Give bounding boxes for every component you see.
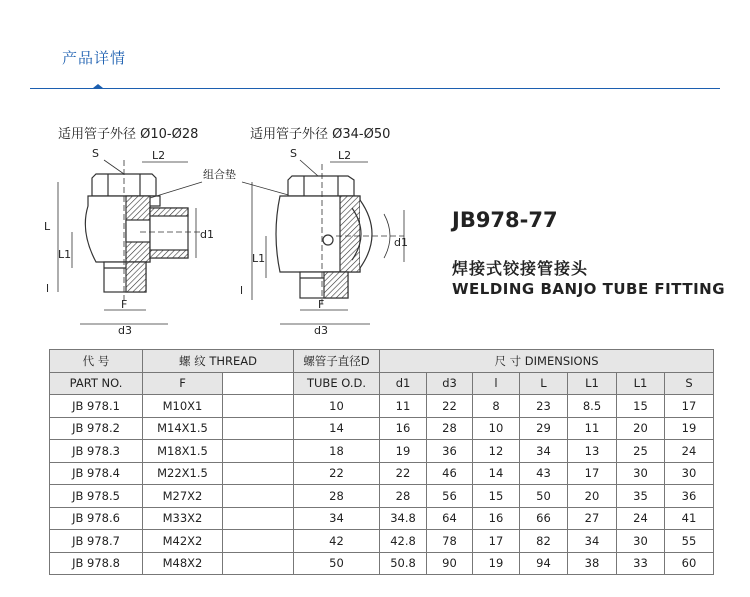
cell-part: JB 978.7 (50, 530, 143, 553)
cell-blank (223, 485, 294, 508)
dim-L2-right: L2 (338, 149, 352, 162)
cell-thread: M27X2 (143, 485, 223, 508)
cell-L1b: 20 (617, 417, 665, 440)
header-d1: d1 (380, 372, 427, 395)
cell-thread: M18X1.5 (143, 440, 223, 463)
cell-thread: M42X2 (143, 530, 223, 553)
table-row (50, 485, 714, 508)
header-d3: d3 (427, 372, 473, 395)
cell-d1: 22 (380, 462, 427, 485)
page-section-title: 产品详情 (62, 49, 127, 67)
table-row (50, 395, 714, 418)
product-name-cn: 焊接式铰接管接头 (452, 259, 589, 278)
table-header-row (50, 350, 714, 373)
cell-L1b: 33 (617, 552, 665, 575)
dim-F-left: F (121, 298, 128, 311)
cell-l: 15 (473, 485, 520, 508)
header-tube-en: TUBE O.D. (294, 372, 380, 395)
table-row (50, 462, 714, 485)
cell-L: 94 (520, 552, 568, 575)
cell-S: 41 (665, 507, 714, 530)
table-row (50, 530, 714, 553)
cell-tube: 14 (294, 417, 380, 440)
cell-L1a: 8.5 (568, 395, 617, 418)
dim-l-right: l (240, 284, 244, 297)
cell-thread: M48X2 (143, 552, 223, 575)
dim-L1-right: L1 (252, 252, 266, 265)
left-caption: 适用管子外径 Ø10-Ø28 (58, 127, 199, 142)
cell-tube: 34 (294, 507, 380, 530)
cell-d1: 34.8 (380, 507, 427, 530)
cell-thread: M22X1.5 (143, 462, 223, 485)
cell-d3: 90 (427, 552, 473, 575)
header-part-en: PART NO. (50, 372, 143, 395)
cell-tube: 50 (294, 552, 380, 575)
header-L1: L1 (568, 372, 617, 395)
cell-L: 23 (520, 395, 568, 418)
cell-L1a: 17 (568, 462, 617, 485)
cell-S: 60 (665, 552, 714, 575)
spec-table (49, 349, 714, 575)
cell-L: 43 (520, 462, 568, 485)
header-L1b: L1 (617, 372, 665, 395)
gasket-label: 组合垫 (203, 168, 236, 181)
dim-l-left: l (46, 282, 50, 295)
cell-L1a: 38 (568, 552, 617, 575)
cell-d1: 28 (380, 485, 427, 508)
cell-part: JB 978.6 (50, 507, 143, 530)
cell-blank (223, 440, 294, 463)
dim-L1-left: L1 (58, 248, 72, 261)
cell-L: 82 (520, 530, 568, 553)
right-fitting-drawing (240, 127, 408, 337)
cell-l: 10 (473, 417, 520, 440)
cell-d1: 50.8 (380, 552, 427, 575)
cell-L: 34 (520, 440, 568, 463)
cell-L1a: 13 (568, 440, 617, 463)
cell-d3: 22 (427, 395, 473, 418)
cell-l: 19 (473, 552, 520, 575)
cell-thread: M33X2 (143, 507, 223, 530)
left-fitting-drawing (44, 127, 214, 337)
cell-part: JB 978.1 (50, 395, 143, 418)
cell-S: 30 (665, 462, 714, 485)
header-dimensions: 尺 寸 DIMENSIONS (380, 350, 714, 373)
cell-blank (223, 507, 294, 530)
cell-d1: 42.8 (380, 530, 427, 553)
right-caption: 适用管子外径 Ø34-Ø50 (250, 127, 391, 142)
dim-S-right: S (290, 147, 297, 160)
cell-L1a: 27 (568, 507, 617, 530)
cell-S: 19 (665, 417, 714, 440)
cell-tube: 18 (294, 440, 380, 463)
cell-L1b: 25 (617, 440, 665, 463)
cell-L1a: 20 (568, 485, 617, 508)
dim-d1-left: d1 (200, 228, 214, 241)
cell-l: 8 (473, 395, 520, 418)
cell-l: 16 (473, 507, 520, 530)
dim-L2-left: L2 (152, 149, 166, 162)
cell-d3: 46 (427, 462, 473, 485)
product-code: JB978-77 (452, 208, 558, 232)
table-row (50, 507, 714, 530)
cell-blank (223, 530, 294, 553)
cell-blank (223, 417, 294, 440)
cell-l: 14 (473, 462, 520, 485)
cell-tube: 10 (294, 395, 380, 418)
header-blank (223, 372, 294, 395)
cell-d3: 36 (427, 440, 473, 463)
header-thread: 螺 纹 THREAD (143, 350, 294, 373)
header-part-cn: 代 号 (50, 350, 143, 373)
cell-S: 55 (665, 530, 714, 553)
cell-d3: 28 (427, 417, 473, 440)
cell-thread: M14X1.5 (143, 417, 223, 440)
cell-tube: 22 (294, 462, 380, 485)
cell-L: 66 (520, 507, 568, 530)
cell-L1b: 30 (617, 462, 665, 485)
cell-L1a: 34 (568, 530, 617, 553)
cell-L1a: 11 (568, 417, 617, 440)
cell-S: 24 (665, 440, 714, 463)
header-S: S (665, 372, 714, 395)
table-row (50, 417, 714, 440)
cell-part: JB 978.5 (50, 485, 143, 508)
header-L: L (520, 372, 568, 395)
dim-d3-right: d3 (314, 324, 328, 337)
cell-tube: 42 (294, 530, 380, 553)
product-name-en: WELDING BANJO TUBE FITTING (452, 280, 726, 298)
cell-d1: 16 (380, 417, 427, 440)
cell-S: 17 (665, 395, 714, 418)
cell-d3: 64 (427, 507, 473, 530)
cell-d1: 19 (380, 440, 427, 463)
cell-l: 12 (473, 440, 520, 463)
dim-S-left: S (92, 147, 99, 160)
cell-blank (223, 462, 294, 485)
cell-l: 17 (473, 530, 520, 553)
header-l: l (473, 372, 520, 395)
table-row (50, 440, 714, 463)
dim-L-left: L (44, 220, 51, 233)
dim-d3-left: d3 (118, 324, 132, 337)
cell-part: JB 978.2 (50, 417, 143, 440)
table-subheader-row (50, 372, 714, 395)
cell-part: JB 978.8 (50, 552, 143, 575)
table-row (50, 552, 714, 575)
cell-L1b: 30 (617, 530, 665, 553)
cell-part: JB 978.3 (50, 440, 143, 463)
cell-thread: M10X1 (143, 395, 223, 418)
cell-d3: 56 (427, 485, 473, 508)
cell-L: 29 (520, 417, 568, 440)
cell-part: JB 978.4 (50, 462, 143, 485)
header-tube-cn: 螺管子直径D (294, 350, 380, 373)
cell-d3: 78 (427, 530, 473, 553)
dim-d1-right: d1 (394, 236, 408, 249)
cell-L: 50 (520, 485, 568, 508)
cell-blank (223, 552, 294, 575)
cell-tube: 28 (294, 485, 380, 508)
cell-d1: 11 (380, 395, 427, 418)
cell-S: 36 (665, 485, 714, 508)
header-f: F (143, 372, 223, 395)
cell-blank (223, 395, 294, 418)
cell-L1b: 24 (617, 507, 665, 530)
dim-F-right: F (318, 298, 325, 311)
cell-L1b: 35 (617, 485, 665, 508)
cell-L1b: 15 (617, 395, 665, 418)
